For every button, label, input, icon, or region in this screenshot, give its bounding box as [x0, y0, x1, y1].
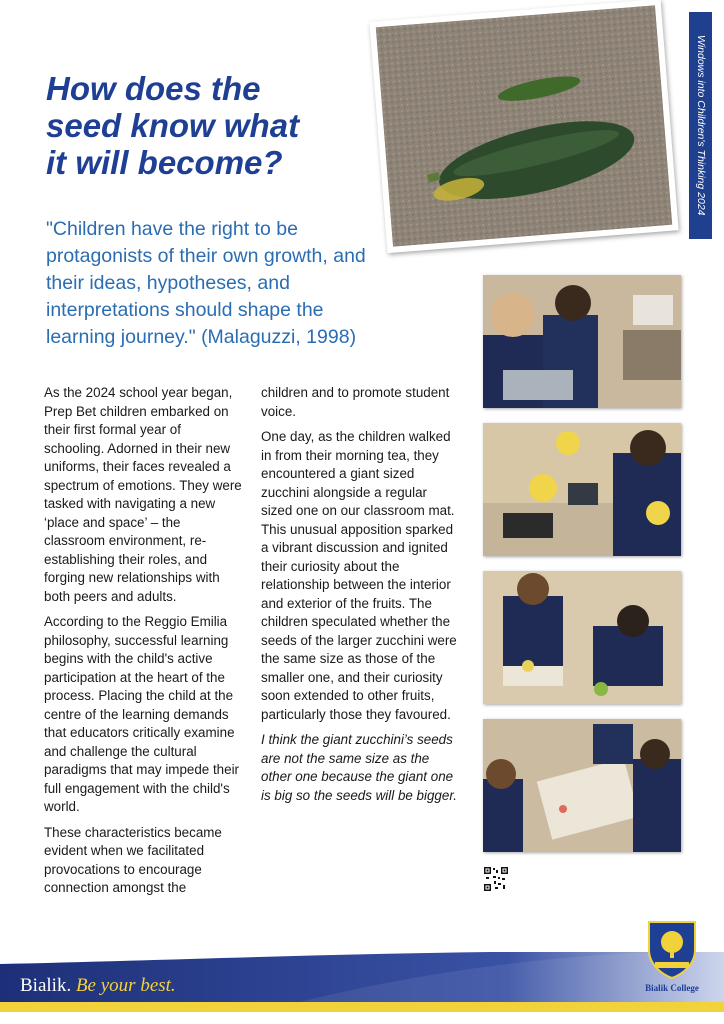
side-tab-label: Windows into Children's Thinking 2024 [695, 35, 707, 216]
brand-tagline: Be your best. [75, 975, 176, 996]
body-column-2 [261, 384, 461, 812]
zucchini-photo [369, 0, 678, 253]
classroom-photo-3 [483, 571, 681, 704]
pull-quote [46, 216, 416, 351]
quote-line: interpretations should shape the [46, 299, 324, 321]
quote-line: their ideas, hypotheses, and [46, 272, 290, 294]
page-title [46, 70, 376, 181]
paragraph: children and to promote student voice. [261, 385, 450, 419]
photo-illustration [483, 423, 681, 556]
photo-illustration [483, 719, 681, 852]
title-line: How does the [46, 70, 261, 107]
title-line: seed know what [46, 107, 300, 144]
brand-name: Bialik. [20, 975, 72, 996]
quote-line: "Children have the right to be [46, 218, 298, 240]
footer-yellow-bar [0, 1002, 724, 1012]
qr-code[interactable] [483, 866, 509, 892]
classroom-photo-1 [483, 275, 681, 408]
side-tab [689, 12, 712, 239]
paragraph: These characteristics became evident when we facilitated provocations to encourage connection amongst the [44, 824, 222, 895]
quote-line: learning journey." (Malaguzzi, 1998) [46, 326, 357, 348]
paragraph: As the 2024 school year began, Prep Bet children embarked on their first formal year of schooling. Adorned in their new uniforms, their faces revealed a spectrum of emotions. They were tasked with navigating a new ‘place and space’ – the classroom environment, re-establishing their roles, and forging new relationships with both peers and adults. [44, 385, 242, 604]
zucchini-illustration [376, 5, 672, 246]
body-column-1 [44, 384, 244, 905]
photo-illustration [483, 275, 681, 408]
child-quote: I think the giant zucchini’s seeds are not the same size as the other one because the giant one is big so the seeds will be bigger. [261, 732, 458, 803]
classroom-photo-4 [483, 719, 681, 852]
footer-brand [20, 975, 176, 997]
photo-illustration [483, 571, 681, 704]
classroom-photo-2 [483, 423, 681, 556]
paragraph: One day, as the children walked in from their morning tea, they encountered a giant sized zucchini alongside a regular sized one on our classroom mat. This unusual apposition sparked a vibrant discussion and ignited their curiosity about the relationship between the interior and exterior of the fruits. The children speculated whether the seeds of the larger zucchini were the same size as those of the smaller one, and their curiosity soon extended to other fruits, particularly those they favoured. [261, 429, 457, 722]
college-crest-icon [641, 918, 703, 980]
quote-line: protagonists of their own growth, and [46, 245, 366, 267]
paragraph: According to the Reggio Emilia philosophy, successful learning begins with the child's active participation at the heart of the process. Placing the child at the centre of the learning demands that educators critically examine and challenge the cultural paradigms that may impede their full engagement with the child's world. [44, 614, 240, 814]
qr-code-icon [483, 866, 509, 892]
college-name: Bialik College [645, 983, 699, 993]
title-line: it will become? [46, 144, 283, 181]
